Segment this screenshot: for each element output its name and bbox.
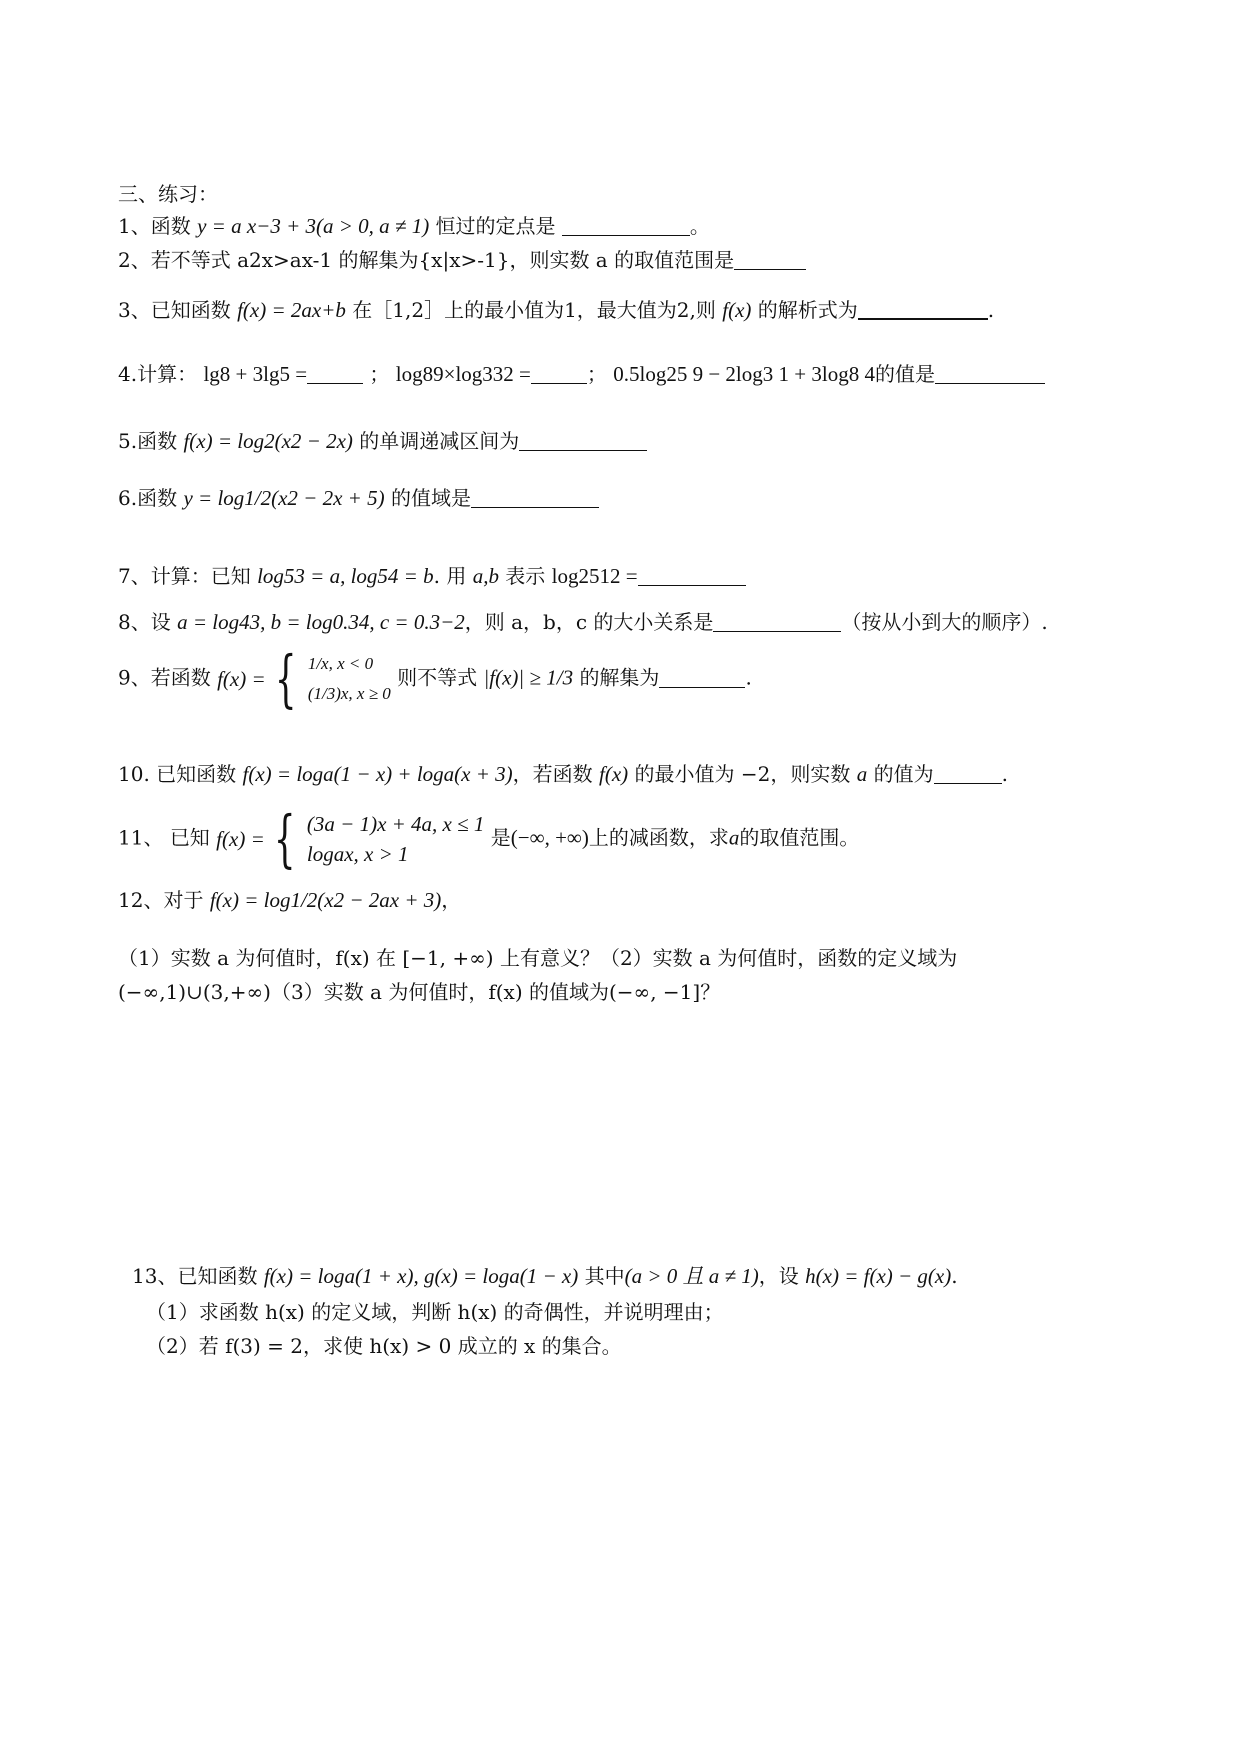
q9-fx-label: f(x) = [217, 667, 266, 691]
q13-sub-1-text: （1）求函数 h(x) 的定义域，判断 h(x) 的奇偶性，并说明理由； [146, 1300, 724, 1324]
q4-end: 的值是 [874, 362, 935, 386]
question-13 [132, 1262, 958, 1290]
q9-number: 9、 [118, 665, 151, 690]
q1-prefix: 函数 [150, 214, 191, 238]
question-11 [118, 802, 860, 875]
q3-mid: 在［1,2］上的最小值为1，最大值为2,则 [352, 298, 716, 322]
q7-formula: log53 = a, log54 = b [257, 564, 434, 588]
q11-variable-a: a [728, 825, 740, 850]
q3-prefix: 已知函数 [150, 298, 231, 322]
q1-formula: y = a x−3 + 3(a > 0, a ≠ 1) [197, 214, 430, 238]
q10-formula: f(x) = loga(1 − x) + loga(x + 3) [242, 762, 513, 786]
q11-case-2: logax, x > 1 [306, 842, 409, 866]
q4-formula-1: lg8 + 3lg5 = [203, 362, 308, 386]
q6-number: 6. [118, 486, 138, 510]
q13-number: 13、 [132, 1264, 178, 1288]
q10-variable-a: a [856, 762, 868, 786]
question-3 [118, 296, 994, 324]
q6-answer-blank[interactable] [471, 487, 599, 508]
q8-number: 8、 [118, 610, 151, 634]
q8-tail: （按从小到大的顺序）. [841, 610, 1048, 634]
q13-mid: 其中 [584, 1264, 625, 1288]
q13-sub-2-text: （2）若 f(3) = 2，求使 h(x) > 0 成立的 x 的集合。 [146, 1334, 622, 1358]
q6-prefix: 函数 [137, 486, 178, 510]
q13-subquestion-2 [146, 1332, 622, 1360]
q12-formula: f(x) = log1/2(x2 − 2ax + 3) [209, 888, 442, 912]
q1-answer-blank[interactable] [562, 215, 690, 236]
question-8 [118, 608, 1048, 636]
q1-number: 1、 [118, 214, 151, 238]
q9-answer-blank[interactable] [659, 667, 745, 688]
q8-answer-blank[interactable] [713, 611, 841, 632]
q5-end: 的单调递减区间为 [359, 429, 520, 453]
q10-answer-blank[interactable] [934, 763, 1002, 784]
heading-text: 三、练习： [118, 182, 218, 206]
question-1 [118, 212, 710, 240]
q5-number: 5. [118, 429, 138, 453]
q7-variables: a,b [472, 564, 499, 588]
q8-formula: a = log43, b = log0.34, c = 0.3−2 [177, 610, 465, 634]
q3-formula-2: f(x) [722, 298, 752, 322]
q11-cases [307, 809, 485, 869]
q11-tail: 的取值范围。 [739, 825, 860, 850]
section-heading [118, 180, 218, 208]
q6-formula: y = log1/2(x2 − 2x + 5) [183, 486, 385, 510]
q11-end: 上的减函数，求 [588, 825, 729, 850]
q10-mid: ，若函数 [512, 762, 593, 786]
q7-formula-2: log2512 = [551, 564, 638, 588]
q9-mid: 则不等式 [397, 665, 478, 690]
q9-tail: . [745, 665, 752, 690]
q12-part-1-2 [118, 944, 957, 972]
q4-answer-blank-2[interactable] [531, 363, 587, 384]
q10-tail: . [1001, 762, 1008, 786]
q3-end: 的解析式为 [757, 298, 858, 322]
q11-interval: (−∞, +∞) [510, 825, 589, 850]
q4-formula-2: log89×log332 = [395, 362, 531, 386]
q9-cases [308, 649, 391, 709]
question-7 [118, 562, 746, 590]
q2-text: 2、若不等式 a2x>ax-1 的解集为{x|x>-1}，则实数 a 的取值范围是 [118, 248, 735, 272]
question-6 [118, 484, 599, 512]
q9-brace: { [274, 642, 297, 715]
q13-formula: f(x) = loga(1 + x), g(x) = loga(1 − x) [263, 1264, 579, 1288]
q3-tail: . [987, 298, 995, 322]
q3-answer-blank[interactable] [858, 298, 988, 320]
q12-prefix: 对于 [163, 888, 204, 912]
q8-prefix: 设 [150, 610, 171, 634]
q11-fx-label: f(x) = [216, 827, 265, 851]
q7-answer-blank[interactable] [638, 565, 746, 586]
question-5 [118, 427, 647, 455]
q12-comma: ， [441, 888, 462, 912]
q12-line-2: （1）实数 a 为何值时，f(x) 在 [−1, +∞) 上有意义？（2）实数 a 为何值时，函数的定义域为 [118, 946, 958, 970]
q11-case-1: (3a − 1)x + 4a, x ≤ 1 [306, 812, 485, 836]
q4-answer-blank-3[interactable] [935, 363, 1045, 384]
q13-condition: (a > 0 且 a ≠ 1) [624, 1264, 759, 1288]
q8-end: ，则 a，b，c 的大小关系是 [464, 610, 714, 634]
q1-end: 。 [689, 214, 710, 238]
q11-number: 11、 [118, 825, 164, 850]
question-2 [118, 246, 806, 274]
q11-brace: { [273, 802, 296, 875]
q7-prefix: 计算：已知 [150, 564, 251, 588]
question-9 [118, 642, 752, 715]
q4-separator-1: ； [369, 362, 390, 386]
q3-formula: f(x) = 2ax+b [237, 298, 346, 322]
q9-prefix: 若函数 [150, 665, 211, 690]
q7-mid-2: 表示 [505, 564, 546, 588]
q10-end: 的值为 [873, 762, 934, 786]
q13-mid-2: ，设 [758, 1264, 799, 1288]
question-4 [118, 360, 1045, 388]
q5-formula: f(x) = log2(x2 − 2x) [183, 429, 353, 453]
q4-formula-3: 0.5log25 9 − 2log3 1 + 3log8 4 [613, 362, 875, 386]
q10-mid-2: 的最小值为 −2，则实数 [634, 762, 851, 786]
q5-answer-blank[interactable] [519, 430, 647, 451]
q4-prefix: 计算： [137, 362, 198, 386]
q9-formula: |f(x)| ≥ 1/3 [483, 665, 574, 690]
q13-prefix: 已知函数 [177, 1264, 258, 1288]
question-10 [118, 760, 1008, 788]
q10-number: 10. [118, 762, 150, 786]
question-12 [118, 886, 461, 914]
q12-line-3: (−∞,1)∪(3,+∞)（3）实数 a 为何值时，f(x) 的值域为(−∞, −1]？ [118, 980, 721, 1004]
q5-prefix: 函数 [137, 429, 178, 453]
q13-tail: . [951, 1264, 958, 1288]
q4-answer-blank-1[interactable] [307, 363, 363, 384]
q3-number: 3、 [118, 298, 151, 322]
q9-end: 的解集为 [579, 665, 660, 690]
q2-answer-blank[interactable] [734, 249, 806, 270]
q13-formula-2: h(x) = f(x) − g(x) [805, 1264, 952, 1288]
q4-number: 4. [118, 362, 138, 386]
q1-mid: 恒过的定点是 [435, 214, 556, 238]
q11-mid: 是 [490, 825, 511, 850]
q12-number: 12、 [118, 888, 164, 912]
q6-end: 的值域是 [390, 486, 471, 510]
q9-case-2: (1/3)x, x ≥ 0 [307, 684, 391, 703]
q10-prefix: 已知函数 [156, 762, 237, 786]
q11-prefix: 已知 [169, 825, 210, 850]
q4-separator-2: ； [586, 362, 607, 386]
q9-case-1: 1/x, x < 0 [307, 654, 374, 673]
q7-number: 7、 [118, 564, 151, 588]
q7-mid: . 用 [433, 564, 467, 588]
q10-fx: f(x) [599, 762, 629, 786]
q12-part-3 [118, 978, 720, 1006]
q13-subquestion-1 [146, 1298, 724, 1326]
